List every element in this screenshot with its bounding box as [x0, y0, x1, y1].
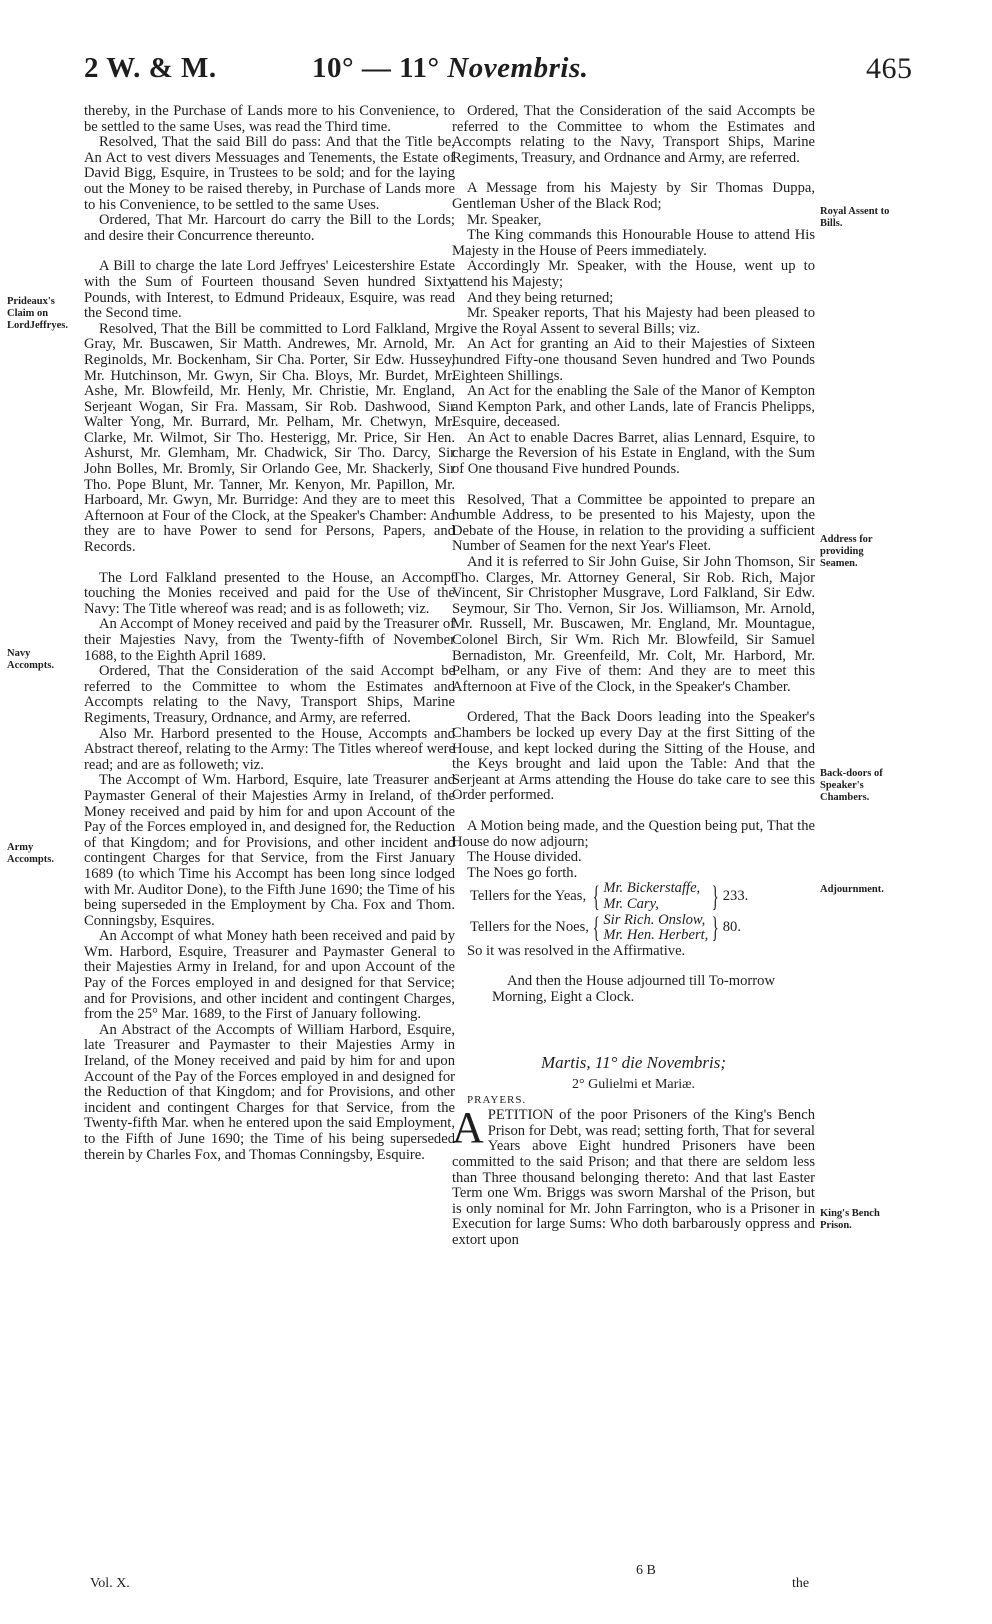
paragraph: An Accompt of Money received and paid by the Treasurer of their Majesties Navy, from the Twenty-fifth of November 1688, to the Eighth April 1689.	[84, 616, 455, 664]
signature-mark: 6 B	[636, 1563, 656, 1578]
yeas-label: Tellers for the Yeas,	[470, 888, 587, 905]
paragraph: An Abstract of the Accompts of William Harbord, Esquire, late Treasurer and Paymaster to their Majesties Army in Ireland, of the Money received and paid by him for and upon Account of the Pay of the Forces employed in and designed for the Reduction of that Kingdom; and for Provisions, and other incident and contingent Charges for that Service, from the Twenty-fifth Mar. when he entered upon the said Employment, to the Fifth of June 1690; the Time of his being superseded therein by Charles Fox, and Thomas Conningsby, Esquire.	[84, 1021, 455, 1163]
prayers-heading: PRAYERS.	[467, 1093, 527, 1106]
paragraph: A Motion being made, and the Question being put, That the House do now adjourn;	[452, 817, 815, 850]
paragraph: And it is referred to Sir John Guise, Sir John Thomson, Sir Tho. Clarges, Mr. Attorney General, Sir Rob. Rich, Major Vincent, Sir Christopher Musgrave, Lord Falkland, Sir Edw. Seymour, Sir Tho. Vernon, Sir Jos. Williamson, Mr. Arnold, Mr. Russell, Mr. Buscawen, Mr. England, Mr. Mountague, Colonel Birch, Sir Wm. Rich Mr. Blowfeild, Sir Samuel Bernadiston, Mr. Greenfeild, Mr. Colt, Mr. Harbord, Mr. Pelham, or any Five of them: And they are to meet this Afternoon at Five of the Clock, in the Speaker's Chamber.	[452, 554, 815, 695]
paragraph: Mr. Speaker reports, That his Majesty had been pleased to give the Royal Assent to several Bills; viz.	[452, 305, 815, 337]
paragraph: A Message from his Majesty by Sir Thomas Duppa, Gentleman Usher of the Black Rod;	[452, 180, 815, 212]
page-number: 465	[866, 52, 913, 85]
catchword: the	[792, 1576, 810, 1591]
paragraph: Ordered, That the Back Doors leading into the Speaker's Chambers be locked up every Day at the first Sitting of the House, and kept locked during the Sitting of the House, and the Keys brought and laid upon the Table: And that the Serjeant at Arms attending the House do take care to see this Order performed.	[452, 709, 815, 804]
yeas-count: 233.	[722, 888, 749, 905]
paragraph: The Noes go forth.	[467, 864, 578, 881]
paragraph: The King commands this Honourable House to attend His Majesty in the House of Peers immediately.	[452, 227, 815, 259]
margin-note-prideaux: Prideaux's Claim on LordJeffryes.	[7, 296, 68, 331]
noes-count: 80.	[722, 919, 741, 936]
margin-note-address-seamen: Address for providing Seamen.	[820, 534, 873, 569]
noes-teller: Sir Rich. Onslow,	[603, 911, 706, 928]
day-heading: Martis, 11° die Novembris;	[541, 1053, 726, 1073]
paragraph: Also Mr. Harbord presented to the House, Accompts and Abstract thereof, relating to the Army: The Titles whereof were read; and are as followeth; viz.	[84, 725, 455, 773]
petition-text: PETITION of the poor Prisoners of the King's Bench Prison for Debt, was read; setting forth, That for several Years above Eight hundred Prisoners have been committed to the said Prison; and that there are seldom less than Three thousand belonging thereto: And that last Easter Term one Wm. Briggs was sworn Marshal of the Prison, but is only nominal for Mr. John Farrington, who is a Prisoner in Execution for large Sums: Who doth barbarously oppress and extort upon	[452, 1107, 815, 1248]
running-head-dates: 10° — 11°	[312, 52, 440, 84]
paragraph: Resolved, That the Bill be committed to Lord Falkland, Mr. Gray, Mr. Buscawen, Sir Matth. Andrewes, Mr. Arnold, Mr. Reginolds, Mr. Bockenham, Sir Cha. Porter, Sir Edw. Hussey, Mr. Hutchinson, Mr. Gwyn, Sir Cha. Bloys, Mr. Burdet, Mr. Ashe, Mr. Blowfeild, Mr. Henly, Mr. Christie, Mr. England, Serjeant Wogan, Sir Fra. Massam, Sir Rob. Dashwood, Sir Walter Yong, Mr. Burrard, Mr. Pelham, Mr. Chetwyn, Mr. Clarke, Mr. Wilmot, Sir Tho. Hesterigg, Mr. Price, Sir Hen. Ashurst, Mr. Glemham, Mr. Chadwick, Sir Tho. Darcy, Sir John Bolles, Mr. Bromly, Sir Orlando Gee, Mr. Shackerly, Sir Tho. Pope Blunt, Mr. Tanner, Mr. Kenyon, Mr. Papillon, Mr. Harboard, Mr. Gwyn, Mr. Burridge: And they are to meet this Afternoon at Four of the Clock, at the Speaker's Chamber: And they are to have Power to send for Persons, Papers, and Records.	[84, 320, 455, 556]
division-result: So it was resolved in the Affirmative.	[467, 942, 686, 959]
petition-paragraph	[452, 1103, 815, 1248]
margin-note-army: Army Accompts.	[7, 842, 54, 865]
paragraph: thereby, in the Purchase of Lands more to his Convenience, to be settled to the same Uses, was read the Third time.	[84, 103, 455, 135]
margin-note-back-doors: Back-doors of Speaker's Chambers.	[820, 768, 883, 803]
yeas-teller: Mr. Cary,	[603, 895, 659, 912]
margin-note-adjournment: Adjournment.	[820, 884, 884, 895]
paragraph: The Lord Falkland presented to the House, an Accompt touching the Monies received and paid for the Use of the Navy: The Title whereof was read; and is as followeth; viz.	[84, 569, 455, 617]
margin-note-royal-assent: Royal Assent to Bills.	[820, 206, 890, 229]
paragraph: And they being returned;	[467, 289, 614, 306]
paragraph: A Bill to charge the late Lord Jeffryes' Leicestershire Estate with the Sum of Fourteen thousand Seven hundred Sixty Pounds, with Interest, to Edmund Prideaux, Esquire, was read the Second time.	[84, 258, 455, 322]
paragraph: An Act for granting an Aid to their Majesties of Sixteen hundred Fifty-one thousand Seven hundred and Two Pounds Eighteen Shillings.	[452, 336, 815, 384]
left-brace-icon: {	[592, 879, 600, 913]
margin-note-navy: Navy Accompts.	[7, 648, 54, 671]
left-brace-icon: {	[592, 911, 600, 945]
division-table	[470, 881, 748, 943]
drop-cap: A	[452, 1103, 484, 1153]
volume-mark: Vol. X.	[90, 1576, 130, 1591]
paragraph: The House divided.	[467, 849, 582, 866]
running-head-center	[312, 52, 588, 85]
margin-note-kings-bench: King's Bench Prison.	[820, 1208, 880, 1231]
right-brace-icon: }	[711, 879, 720, 913]
right-column	[452, 104, 815, 1249]
adjournment-text: And then the House adjourned till To-morrow Morning, Eight a Clock.	[492, 973, 775, 1005]
paragraph: An Accompt of what Money hath been received and paid by Wm. Harbord, Esquire, Treasurer and Paymaster General to their Majesties Army in Ireland, for and upon Account of the Pay of the Forces employed in and designed for that Service; and for Provisions, and other incident and contingent Charges, from the 25° Mar. 1689, to the First of January following.	[84, 928, 455, 1023]
paragraph: The Accompt of Wm. Harbord, Esquire, late Treasurer and Paymaster General of their Majesties Army in Ireland, of the Money received and paid by him for and upon Account of the Pay of the Forces employed in, and designed for, the Reduction of that Kingdom; and for Provisions, and other incident and contingent Charges for that Service, from the First January 1689 (to which Time his Accompt has been long since lodged with Mr. Auditor Done), to the Fifth June 1690; the Time of his being superseded in the Employment by Cha. Fox and Thom. Conningsby, Esquires.	[84, 772, 455, 929]
paragraph: Mr. Speaker,	[467, 211, 542, 228]
right-brace-icon: }	[711, 911, 720, 945]
paragraph: Ordered, That the Consideration of the said Accompt be referred to the Committee to whom the Estimates and Accompts relating to the Navy, Transport Ships, Marine Regiments, Treasury, Ordnance, and Army, are referred.	[84, 663, 455, 726]
running-head-left: 2 W. & M.	[84, 52, 217, 84]
paragraph: An Act for the enabling the Sale of the Manor of Kempton and Kempton Park, and other Lands, late of Francis Phelipps, Esquire, deceased.	[452, 383, 815, 431]
noes-teller: Mr. Hen. Herbert,	[603, 927, 709, 944]
regnal-year: 2° Gulielmi et Mariæ.	[571, 1077, 696, 1093]
paragraph: Resolved, That the said Bill do pass: And that the Title be, An Act to vest divers Messuages and Tenements, the Estate of David Bigg, Esquire, in Trustees to be sold; and for the laying out the Money to be raised thereby, in Purchase of Lands more to his Convenience, to be settled to the same Uses.	[84, 134, 455, 213]
paragraph: Accordingly Mr. Speaker, with the House, went up to attend his Majesty;	[452, 258, 815, 290]
paragraph: Resolved, That a Committee be appointed to prepare an humble Address, to be presented to his Majesty, upon the Debate of the House, in relation to the providing a sufficient Number of Seamen for the next Year's Fleet.	[452, 491, 815, 555]
yeas-teller: Mr. Bickerstaffe,	[603, 880, 701, 897]
paragraph: Ordered, That the Consideration of the said Accompts be referred to the Committee to whom the Estimates and Accompts relating to the Navy, Transport Ships, Marine Regiments, Treasury, and Ordnance and Army, are referred.	[452, 103, 815, 166]
running-head-month: Novembris.	[447, 52, 589, 84]
paragraph: An Act to enable Dacres Barret, alias Lennard, Esquire, to charge the Reversion of his Estate in England, with the Sum of One thousand Five hundred Pounds.	[452, 429, 815, 478]
left-column	[84, 104, 455, 1163]
paragraph: Ordered, That Mr. Harcourt do carry the Bill to the Lords; and desire their Concurrence thereunto.	[84, 212, 455, 244]
noes-label: Tellers for the Noes,	[470, 919, 589, 936]
